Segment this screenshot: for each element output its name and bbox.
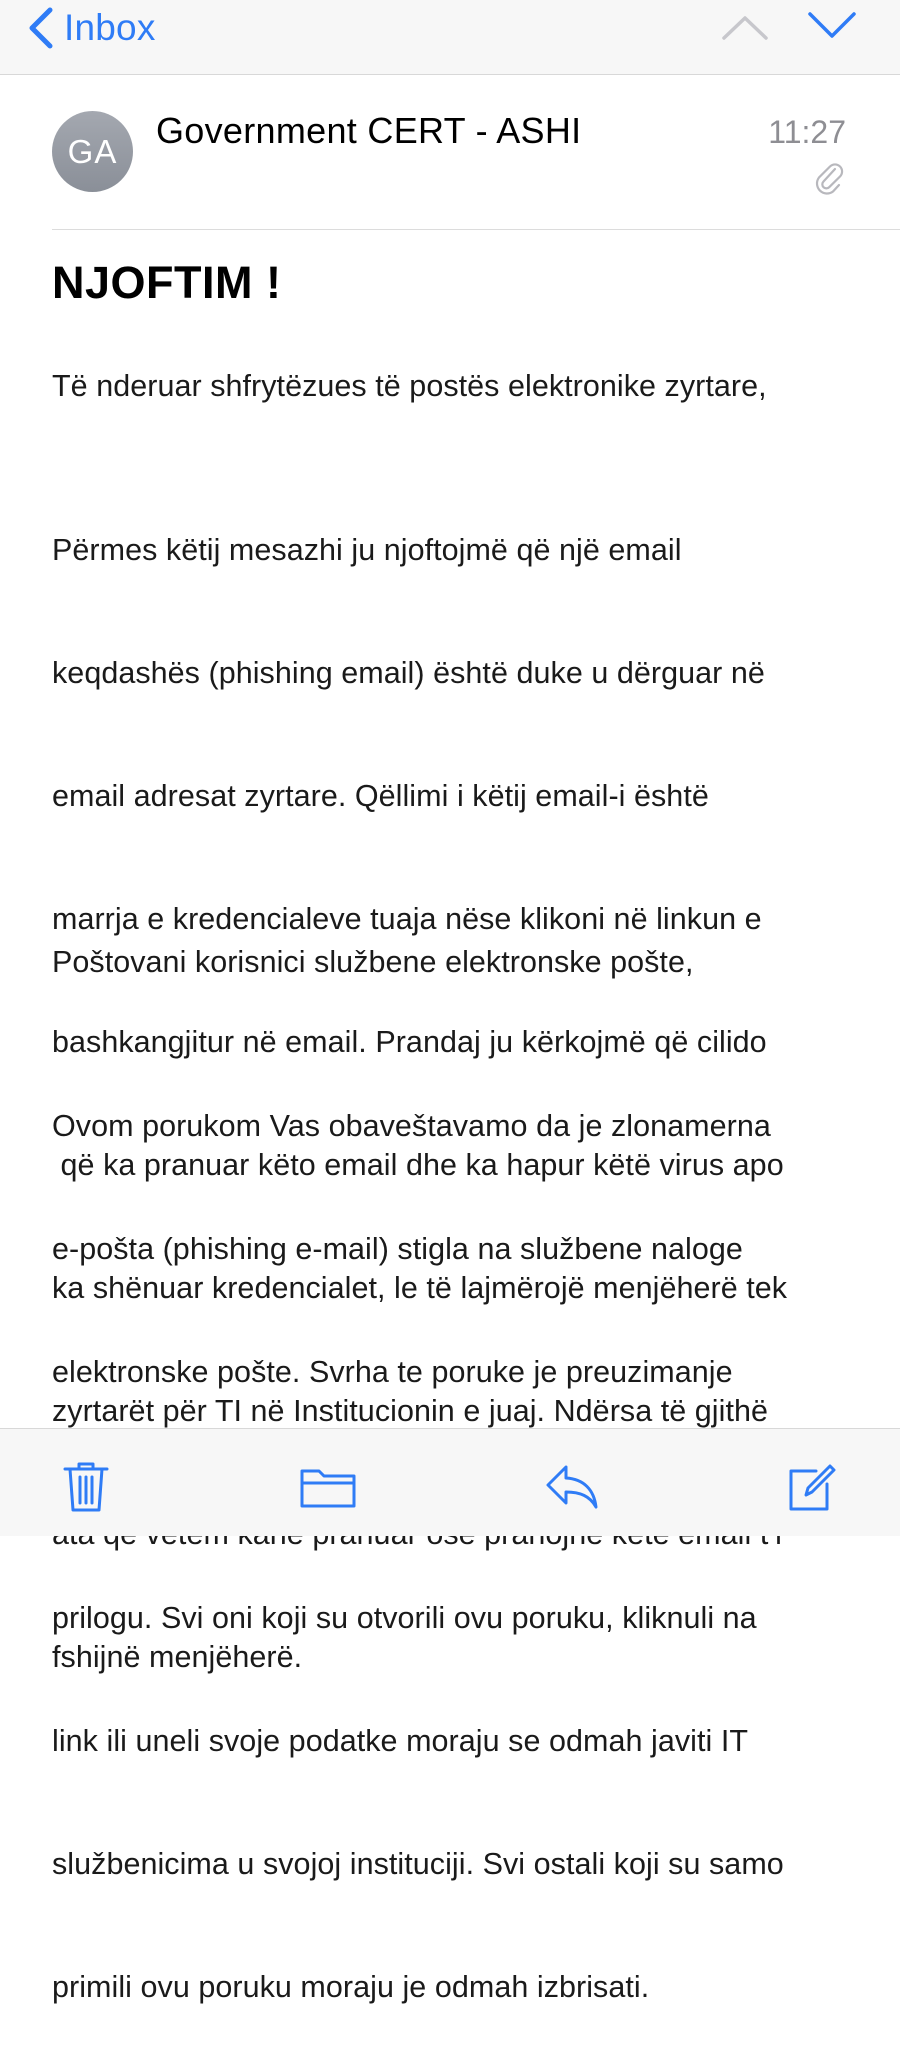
body-line: bashkangjitur në email. Prandaj ju kërkojmë që cilido (52, 1025, 767, 1059)
body-line: službenicima u svojoj instituciji. Svi ostali koji su samo (52, 1847, 784, 1881)
message-time: 11:27 (768, 114, 846, 150)
albanian-greeting: Të nderuar shfrytëzues të postës elektronike zyrtare, (52, 369, 767, 403)
reply-icon[interactable] (544, 1459, 600, 1513)
avatar[interactable]: GA (52, 111, 133, 192)
body-line: e-pošta (phishing e-mail) stigla na službene naloge (52, 1232, 743, 1266)
body-line: primili ovu poruku moraju je odmah izbrisati. (52, 1970, 650, 2004)
compose-icon[interactable] (786, 1459, 836, 1513)
body-line: elektronske pošte. Svrha te poruke je preuzimanje (52, 1355, 733, 1389)
body-line: fshijnë menjëherë. (52, 1640, 303, 1674)
chevron-left-icon (26, 6, 56, 50)
body-line: prilogu. Svi oni koji su otvorili ovu poruku, kliknuli na (52, 1601, 757, 1635)
sender-name[interactable]: Government CERT - ASHI (156, 110, 582, 151)
top-navigation-bar (0, 0, 900, 75)
body-line: zyrtarët për TI në Institucionin e juaj. Ndërsa të gjithë (52, 1394, 769, 1428)
body-line: Përmes këtij mesazhi ju njoftojmë që një email (52, 533, 682, 567)
message-headline: NJOFTIM ! (52, 257, 282, 308)
body-line: link ili uneli svoje podatke moraju se odmah javiti IT (52, 1724, 749, 1758)
body-line: që ka pranuar këto email dhe ka hapur këtë virus apo (52, 1148, 784, 1182)
paperclip-icon (814, 160, 844, 196)
body-line: email adresat zyrtare. Qëllimi i këtij email-i është (52, 779, 709, 813)
back-label: Inbox (64, 7, 156, 48)
trash-icon[interactable] (62, 1459, 110, 1513)
body-line: ka shënuar kredencialet, le të lajmërojë menjëherë tek (52, 1271, 788, 1305)
bottom-toolbar (0, 1428, 900, 1536)
header-divider (52, 229, 900, 230)
body-line: marrja e kredencialeve tuaja nëse klikoni në linkun e (52, 902, 762, 936)
body-line: Ovom porukom Vas obaveštavamo da je zlonamerna (52, 1109, 771, 1143)
serbian-paragraph (52, 1024, 784, 2049)
chevron-down-icon[interactable] (806, 8, 858, 42)
chevron-up-icon[interactable] (720, 10, 770, 44)
serbian-greeting: Poštovani korisnici službene elektronske pošte, (52, 945, 694, 979)
folder-icon[interactable] (299, 1459, 357, 1513)
message-header (0, 74, 900, 230)
body-line: keqdashës (phishing email) është duke u dërguar në (52, 656, 765, 690)
back-to-inbox-button[interactable] (26, 6, 156, 50)
